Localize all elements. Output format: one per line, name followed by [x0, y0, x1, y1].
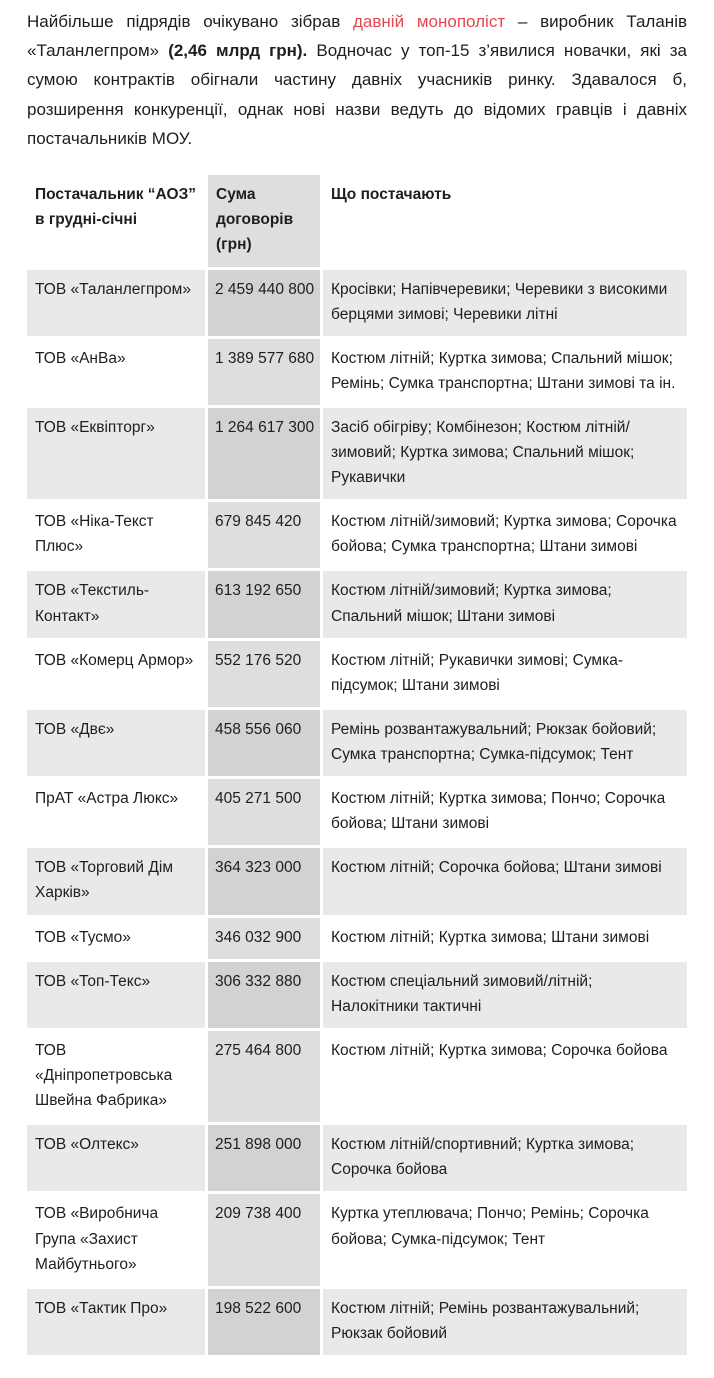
supplier-cell: ТОВ «Торговий Дім Харків»	[27, 848, 205, 914]
intro-bold-amount: (2,46 млрд грн).	[168, 41, 308, 61]
items-cell: Костюм літній/зимовий; Куртка зимова; Сорочка бойова; Сумка транспортна; Штани зимові	[323, 502, 687, 568]
items-cell: Костюм літній; Рукавички зимові; Сумка-підсумок; Штани зимові	[323, 641, 687, 707]
intro-text-2: – виробник Таланів «Таланлегпром»	[27, 12, 688, 61]
sum-cell: 306 332 880	[208, 962, 320, 1028]
table-row	[27, 962, 687, 1028]
col-header-items: Що постачають	[323, 175, 687, 266]
table-row	[27, 270, 687, 336]
table-row	[27, 779, 687, 845]
supplier-cell: ТОВ «Дніпропетровська Швейна Фабрика»	[27, 1031, 205, 1122]
table-row	[27, 502, 687, 568]
supplier-cell: ТОВ «Олтекс»	[27, 1125, 205, 1191]
table-row	[27, 339, 687, 405]
supplier-cell: ТОВ «Тусмо»	[27, 918, 205, 959]
items-cell: Костюм літній; Сорочка бойова; Штани зимові	[323, 848, 687, 914]
supplier-cell: ТОВ «АнВа»	[27, 339, 205, 405]
sum-cell: 346 032 900	[208, 918, 320, 959]
table-row	[27, 1125, 687, 1191]
monopolist-link[interactable]: давній монополіст	[353, 12, 506, 31]
table-row	[27, 408, 687, 499]
col-header-supplier: Постачальник “АОЗ” в грудні-січні	[27, 175, 205, 266]
sum-cell: 364 323 000	[208, 848, 320, 914]
supplier-cell: ТОВ «Еквіпторг»	[27, 408, 205, 499]
items-cell: Куртка утеплювача; Пончо; Ремінь; Сорочка бойова; Сумка-підсумок; Тент	[323, 1194, 687, 1285]
table-row	[27, 571, 687, 637]
sum-cell: 679 845 420	[208, 502, 320, 568]
supplier-cell: ТОВ «Таланлегпром»	[27, 270, 205, 336]
sum-cell: 275 464 800	[208, 1031, 320, 1122]
supplier-cell: ТОВ «Топ-Текс»	[27, 962, 205, 1028]
items-cell: Костюм літній; Куртка зимова; Сорочка бойова	[323, 1031, 687, 1122]
sum-cell: 458 556 060	[208, 710, 320, 776]
items-cell: Засіб обігріву; Комбінезон; Костюм літній/зимовий; Куртка зимова; Спальний мішок; Рукавички	[323, 408, 687, 499]
sum-cell: 1 389 577 680	[208, 339, 320, 405]
intro-text-1: Найбільше підрядів очікувано зібрав	[27, 12, 354, 31]
supplier-cell: ТОВ «Тактик Про»	[27, 1289, 205, 1355]
items-cell: Ремінь розвантажувальний; Рюкзак бойовий; Сумка транспортна; Сумка-підсумок; Тент	[323, 710, 687, 776]
items-cell: Костюм літній; Куртка зимова; Спальний мішок; Ремінь; Сумка транспортна; Штани зимові та ін.	[323, 339, 687, 405]
suppliers-table	[24, 172, 690, 1358]
supplier-cell: ТОВ «Текстиль-Контакт»	[27, 571, 205, 637]
table-header-row	[27, 175, 687, 266]
table-row	[27, 1289, 687, 1355]
sum-cell: 2 459 440 800	[208, 270, 320, 336]
items-cell: Костюм літній; Ремінь розвантажувальний; Рюкзак бойовий	[323, 1289, 687, 1355]
sum-cell: 251 898 000	[208, 1125, 320, 1191]
intro-text-3: Водночас у топ-15 з’явилися новачки, які за сумою контрактів обігнали частину давніх учасників ринку. Здавалося б, розширення конкуренції, однак нові назви ведуть до відомих гравців і давніх постачальників МОУ.	[27, 41, 687, 148]
table-row	[27, 710, 687, 776]
supplier-cell: ТОВ «Ніка-Текст Плюс»	[27, 502, 205, 568]
sum-cell: 613 192 650	[208, 571, 320, 637]
items-cell: Костюм спеціальний зимовий/літній; Налокітники тактичні	[323, 962, 687, 1028]
items-cell: Костюм літній; Куртка зимова; Пончо; Сорочка бойова; Штани зимові	[323, 779, 687, 845]
items-cell: Кросівки; Напівчеревики; Черевики з високими берцями зимові; Черевики літні	[323, 270, 687, 336]
sum-cell: 552 176 520	[208, 641, 320, 707]
sum-cell: 209 738 400	[208, 1194, 320, 1285]
supplier-cell: ПрАТ «Астра Люкс»	[27, 779, 205, 845]
supplier-cell: ТОВ «Виробнича Група «Захист Майбутнього»	[27, 1194, 205, 1285]
intro-paragraph	[27, 7, 687, 153]
table-row	[27, 1194, 687, 1285]
supplier-cell: ТОВ «Двє»	[27, 710, 205, 776]
table-head	[27, 175, 687, 266]
sum-cell: 1 264 617 300	[208, 408, 320, 499]
table-row	[27, 918, 687, 959]
sum-cell: 198 522 600	[208, 1289, 320, 1355]
table-row	[27, 641, 687, 707]
table-row	[27, 848, 687, 914]
items-cell: Костюм літній/зимовий; Куртка зимова; Спальний мішок; Штани зимові	[323, 571, 687, 637]
items-cell: Костюм літній/спортивний; Куртка зимова; Сорочка бойова	[323, 1125, 687, 1191]
table-body	[27, 270, 687, 1356]
sum-cell: 405 271 500	[208, 779, 320, 845]
supplier-cell: ТОВ «Комерц Армор»	[27, 641, 205, 707]
table-row	[27, 1031, 687, 1122]
items-cell: Костюм літній; Куртка зимова; Штани зимові	[323, 918, 687, 959]
col-header-sum: Сума договорів (грн)	[208, 175, 320, 266]
suppliers-table-wrap	[24, 172, 690, 1358]
